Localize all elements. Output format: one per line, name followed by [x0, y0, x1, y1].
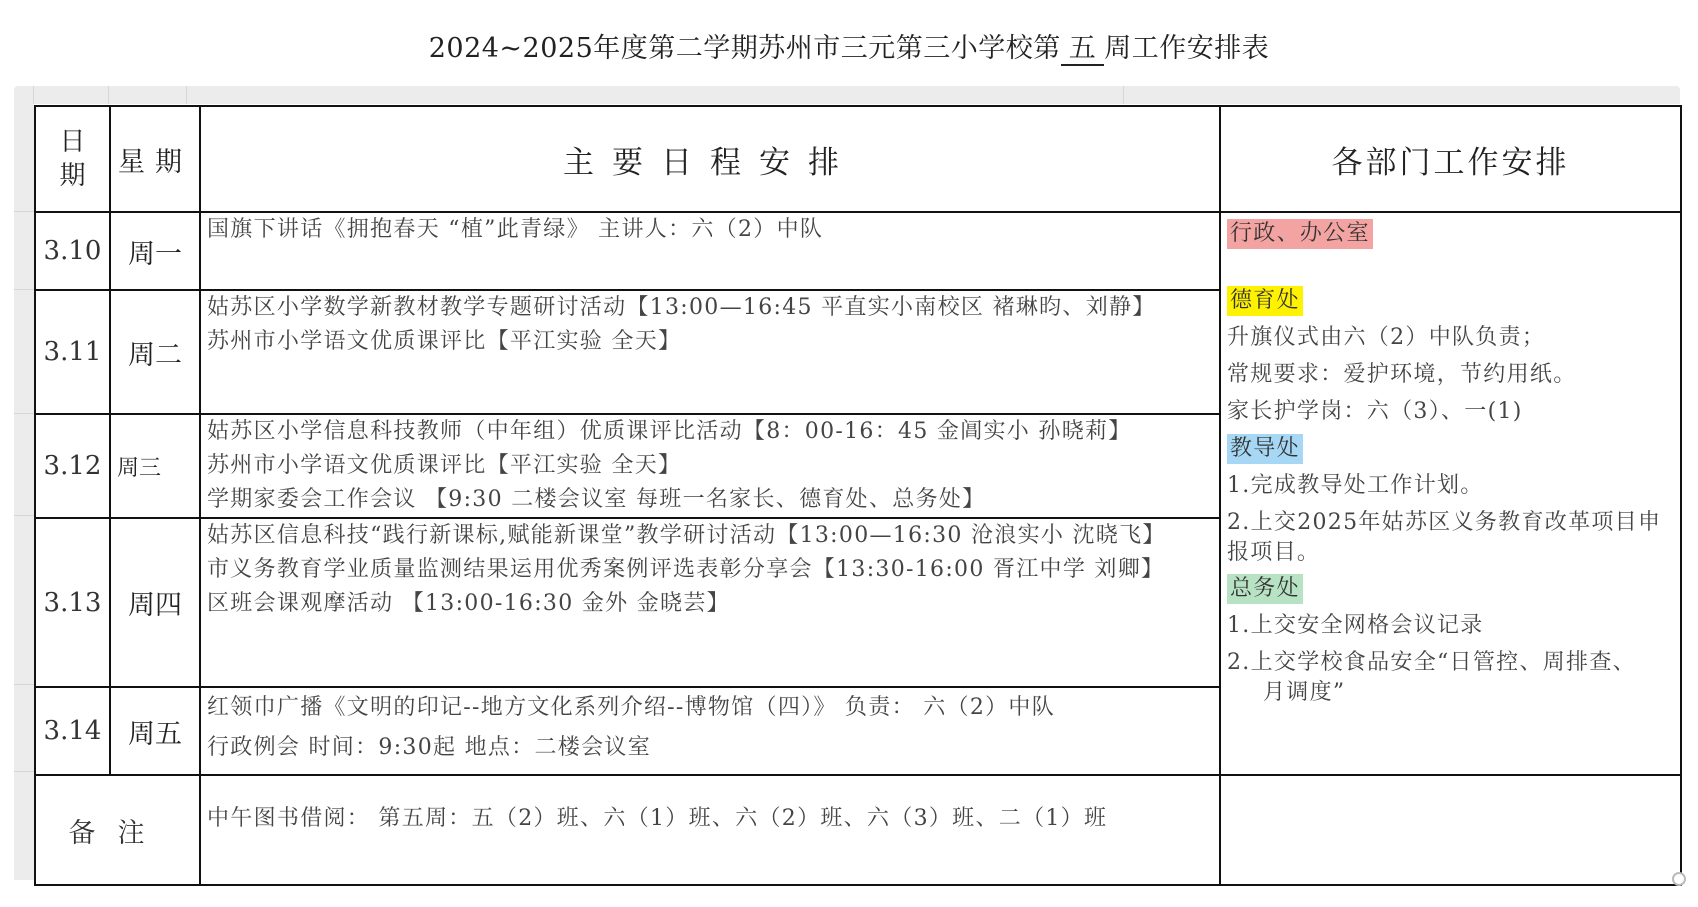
- title-week-number: 五: [1061, 34, 1105, 66]
- dept-item: 常规要求：爱护环境，节约用纸。: [1227, 362, 1577, 387]
- schedule-item: 行政例会 时间：9:30起 地点：二楼会议室: [207, 735, 651, 760]
- schedule-item: 姑苏区小学信息科技教师（中年组）优质课评比活动【8：00-16：45 金阊实小 孙晓莉】: [207, 419, 1132, 444]
- schedule-item: 姑苏区小学数学新教材教学专题研讨活动【13:00—16:45 平直实小南校区 褚琳昀、刘静】: [207, 295, 1156, 320]
- remark-cell: [200, 775, 1220, 885]
- schedule-item: 区班会课观摩活动 【13:00-16:30 金外 金晓芸】: [207, 591, 730, 616]
- rail-divider: [186, 86, 187, 104]
- resize-handle[interactable]: [1672, 872, 1686, 886]
- header-row: [35, 106, 1681, 212]
- column-header-rail[interactable]: [14, 86, 1680, 104]
- schedule-cell: [200, 518, 1220, 687]
- dept-tag-moral: 德育处: [1227, 286, 1303, 316]
- schedule-table: [34, 105, 1682, 886]
- department-work-cell: [1220, 212, 1681, 775]
- dept-tag-general: 总务处: [1227, 574, 1303, 604]
- rail-divider: [108, 86, 109, 104]
- schedule-item: 国旗下讲话《拥抱春天 “植”此青绿》 主讲人：六（2）中队: [207, 217, 824, 242]
- dept-item-continuation: 月调度”: [1263, 680, 1346, 705]
- date-cell: 3.14: [35, 687, 110, 775]
- schedule-item: 市义务教育学业质量监测结果运用优秀案例评选表彰分享会【13:30-16:00 胥江中学 刘卿】: [207, 557, 1165, 582]
- schedule-item: 苏州市小学语文优质课评比【平江实验 全天】: [207, 329, 682, 354]
- weekday-cell: 周二: [110, 290, 200, 414]
- date-cell: 3.10: [35, 212, 110, 290]
- dept-item: 2.上交学校食品安全“日管控、周排查、: [1227, 650, 1636, 675]
- rail-divider: [14, 771, 34, 772]
- row-header-rail[interactable]: [14, 104, 34, 880]
- dept-item: 1.完成教导处工作计划。: [1227, 473, 1484, 498]
- remark-label: 备注: [35, 775, 200, 885]
- date-cell: 3.11: [35, 290, 110, 414]
- weekday-cell: 周一: [110, 212, 200, 290]
- title-suffix: 周工作安排表: [1104, 33, 1270, 64]
- rail-divider: [14, 684, 34, 685]
- remark-dept-cell: [1220, 775, 1681, 885]
- dept-tag-teaching: 教导处: [1227, 434, 1303, 464]
- table-row: [35, 212, 1681, 290]
- page-title: [0, 26, 1698, 66]
- weekday-cell: 周三: [110, 414, 200, 518]
- date-cell: 3.12: [35, 414, 110, 518]
- dept-item: 2.上交2025年姑苏区义务教育改革项目申报项目。: [1227, 510, 1662, 565]
- schedule-cell: [200, 414, 1220, 518]
- date-cell: 3.13: [35, 518, 110, 687]
- weekday-cell: 周五: [110, 687, 200, 775]
- rail-divider: [14, 289, 34, 290]
- schedule-cell: [200, 212, 1220, 290]
- header-date: 日 期: [35, 106, 110, 212]
- header-department-work: 各部门工作安排: [1220, 106, 1681, 212]
- weekday-cell: 周四: [110, 518, 200, 687]
- dept-item: 升旗仪式由六（2）中队负责；: [1227, 325, 1546, 350]
- title-prefix: 2024~2025年度第二学期苏州市三元第三小学校第: [428, 33, 1061, 64]
- dept-item: 家长护学岗：六（3）、一(1): [1227, 399, 1523, 424]
- remark-row: [35, 775, 1681, 885]
- schedule-cell: [200, 687, 1220, 775]
- schedule-item: 红领巾广播《文明的印记--地方文化系列介绍--博物馆（四）》 负责： 六（2）中队: [207, 695, 1056, 720]
- schedule-item: 苏州市小学语文优质课评比【平江实验 全天】: [207, 453, 682, 478]
- rail-divider: [14, 413, 34, 414]
- spacer: [1227, 252, 1674, 280]
- schedule-item: 学期家委会工作会议 【9:30 二楼会议室 每班一名家长、德育处、总务处】: [207, 487, 986, 512]
- header-weekday: 星期: [110, 106, 200, 212]
- schedule-item: 姑苏区信息科技“践行新课标,赋能新课堂”教学研讨活动【13:00—16:30 沧浪实小 沈晓飞】: [207, 523, 1166, 548]
- rail-divider: [14, 211, 34, 212]
- dept-item: 1.上交安全网格会议记录: [1227, 613, 1484, 638]
- schedule-cell: [200, 290, 1220, 414]
- rail-divider: [33, 86, 34, 104]
- rail-divider: [1123, 86, 1124, 104]
- rail-divider: [14, 515, 34, 516]
- header-main-schedule: 主要日程安排: [200, 106, 1220, 212]
- dept-tag-admin: 行政、办公室: [1227, 219, 1373, 249]
- remark-text: 中午图书借阅： 第五周：五（2）班、六（1）班、六（2）班、六（3）班、二（1）班: [207, 806, 1108, 831]
